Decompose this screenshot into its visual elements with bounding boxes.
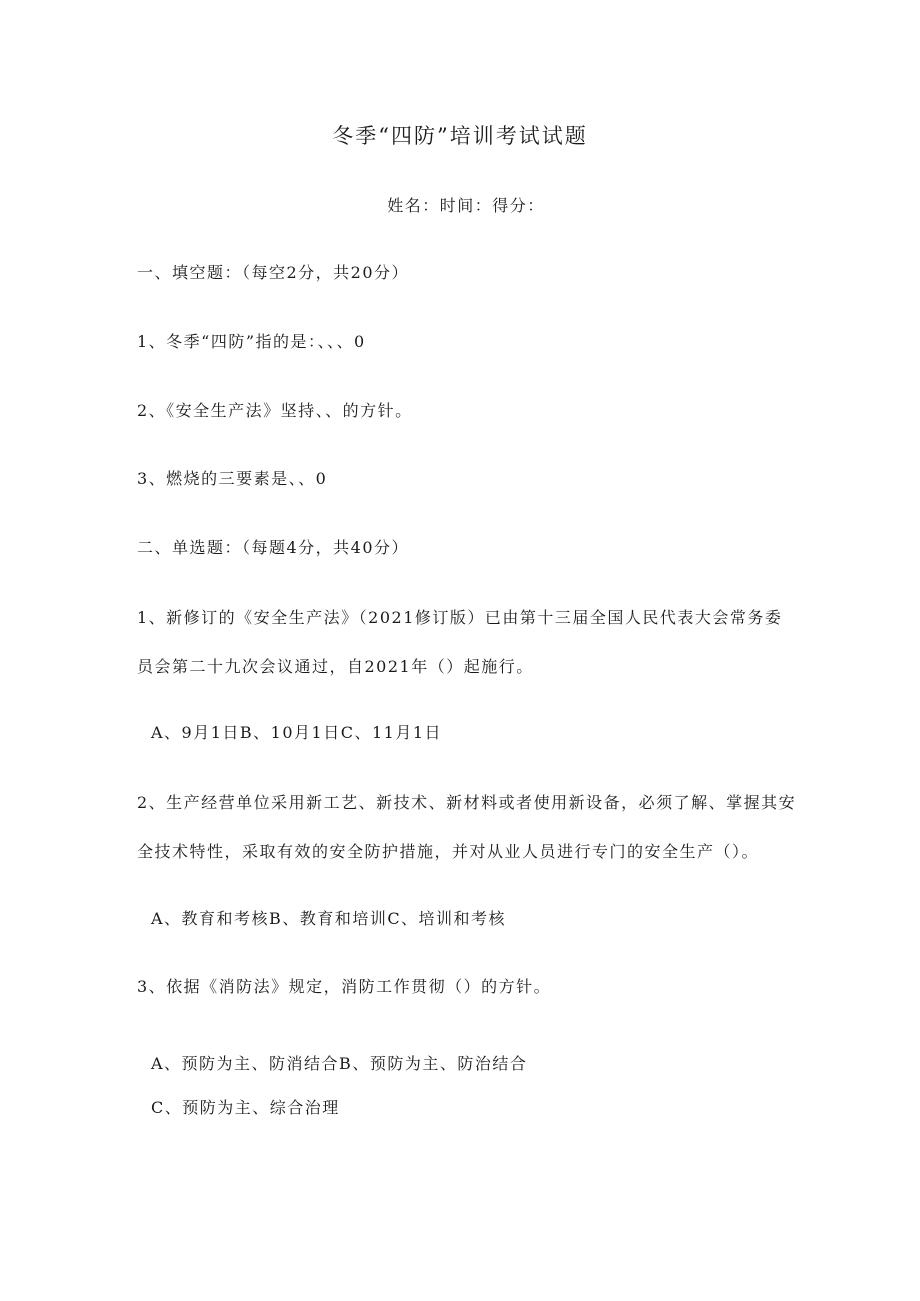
section-1-heading: 一、填空题：（每空2分，共20分） [137, 263, 410, 282]
candidate-info-line: 姓名：时间：得分： [387, 196, 545, 215]
choice-question-2-line-2: 全技术特性，采取有效的安全防护措施，并对从业人员进行专门的安全生产（）。 [137, 842, 760, 861]
fill-blank-question-3: 3、燃烧的三要素是、、0 [137, 469, 328, 488]
fill-blank-question-1: 1、冬季“四防”指的是：、、、0 [137, 332, 366, 351]
choice-question-3-line-1: 3、依据《消防法》规定，消防工作贯彻（）的方针。 [137, 977, 552, 996]
exam-title: 冬季“四防”培训考试试题 [332, 124, 588, 148]
choice-question-1-line-1: 1、新修订的《安全生产法》（2021修订版）已由第十三届全国人民代表大会常务委 [137, 608, 783, 627]
choice-question-3-options-line-1: A、预防为主、防消结合B、预防为主、防治结合 [151, 1054, 528, 1073]
section-2-heading: 二、单选题：（每题4分，共40分） [137, 538, 410, 557]
fill-blank-question-2: 2、《安全生产法》坚持、、的方针。 [137, 401, 413, 420]
choice-question-2-line-1: 2、生产经营单位采用新工艺、新技术、新材料或者使用新设备，必须了解、掌握其安 [137, 793, 797, 812]
choice-question-1-line-2: 员会第二十九次会议通过，自2021年（）起施行。 [137, 657, 534, 676]
choice-question-1-options: A、9月1日B、10月1日C、11月1日 [151, 723, 442, 742]
choice-question-2-options: A、教育和考核B、教育和培训C、培训和考核 [151, 909, 507, 928]
choice-question-3-options-line-2: C、预防为主、综合治理 [151, 1098, 340, 1117]
